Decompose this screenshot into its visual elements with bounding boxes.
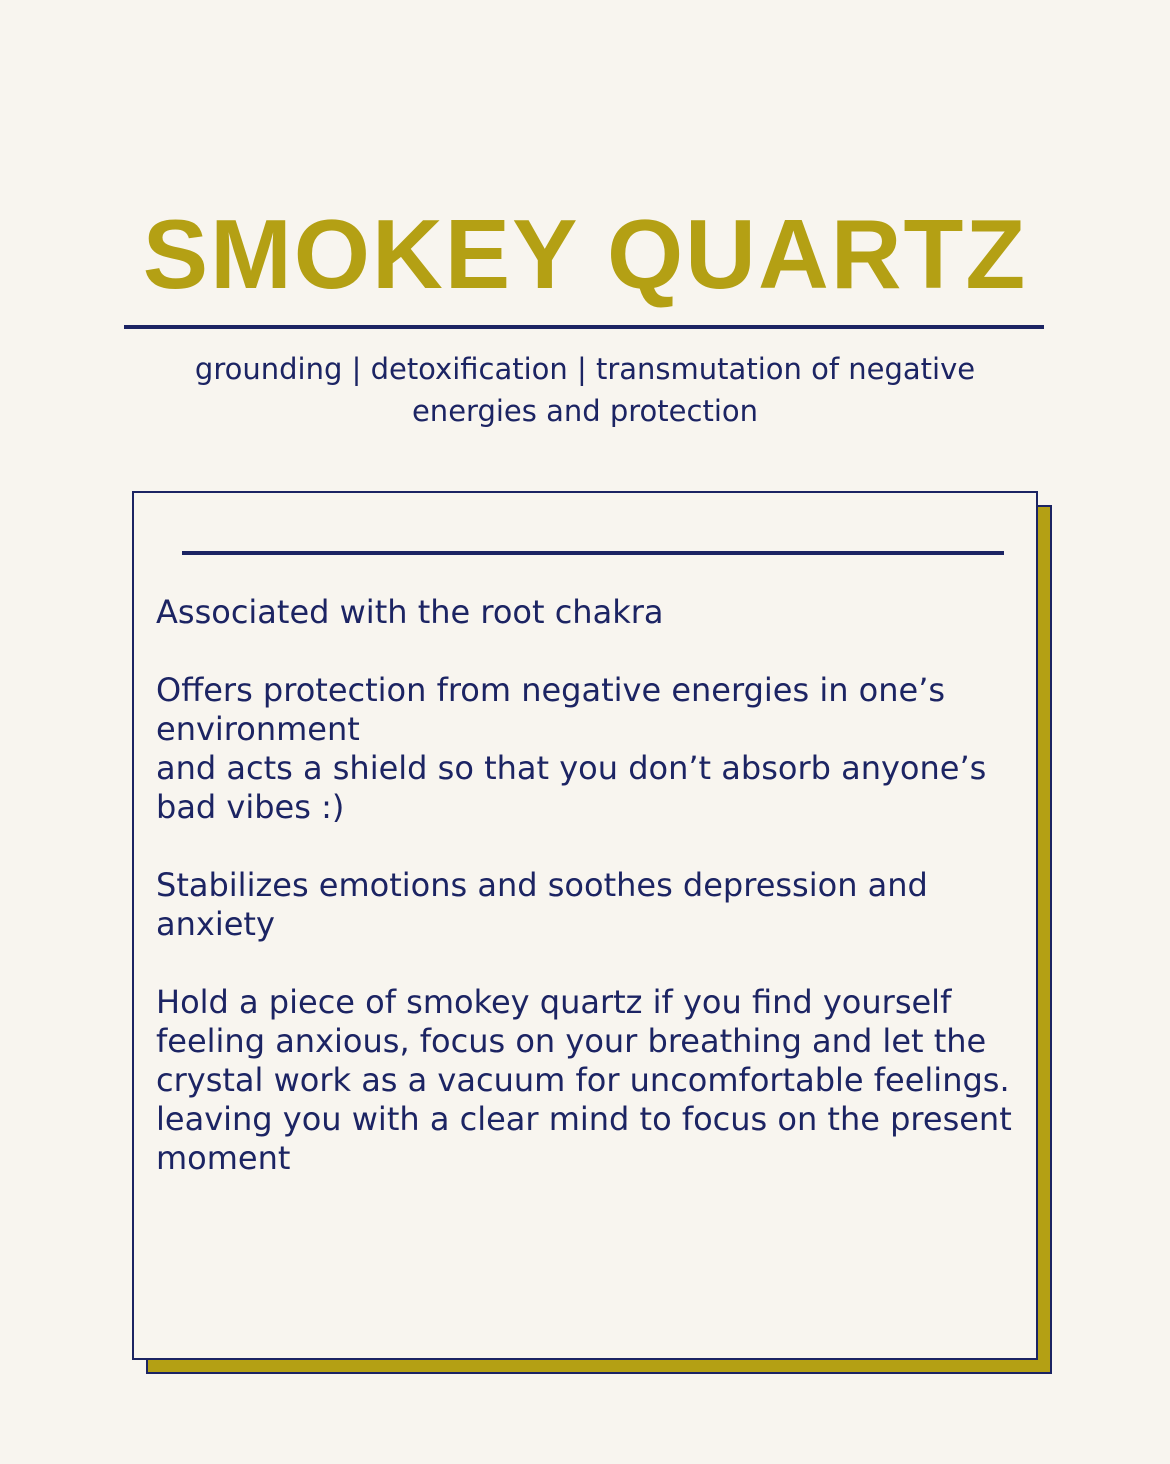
text-line: anxiety (156, 905, 275, 943)
text-line: Associated with the root chakra (156, 593, 664, 631)
text-line: feeling anxious, focus on your breathing and let the (156, 1022, 987, 1060)
paragraph-emotions (156, 866, 1016, 944)
text-line: environment (156, 710, 360, 748)
title-divider (124, 325, 1044, 329)
text-line: moment (156, 1139, 291, 1177)
card-body (156, 593, 1016, 1178)
text-line: leaving you with a clear mind to focus on the present (156, 1100, 1012, 1138)
page-title: SMOKEY QUARTZ (142, 199, 1028, 309)
paragraph-usage (156, 983, 1016, 1178)
info-card (132, 491, 1038, 1360)
text-line: Stabilizes emotions and soothes depression and (156, 866, 928, 904)
subtitle-line: energies and protection (411, 394, 759, 428)
text-line: bad vibes :) (156, 788, 345, 826)
paragraph-root-chakra (156, 593, 1016, 632)
paragraph-protection (156, 671, 1016, 827)
card-divider (182, 551, 1004, 555)
text-line: and acts a shield so that you don’t absorb anyone’s (156, 749, 987, 787)
subtitle (185, 348, 985, 432)
subtitle-line: grounding | detoxification | transmutation of negative (194, 352, 976, 386)
text-line: Offers protection from negative energies in one’s (156, 671, 946, 709)
text-line: Hold a piece of smokey quartz if you find yourself (156, 983, 952, 1021)
text-line: crystal work as a vacuum for uncomfortable feelings. (156, 1061, 1010, 1099)
